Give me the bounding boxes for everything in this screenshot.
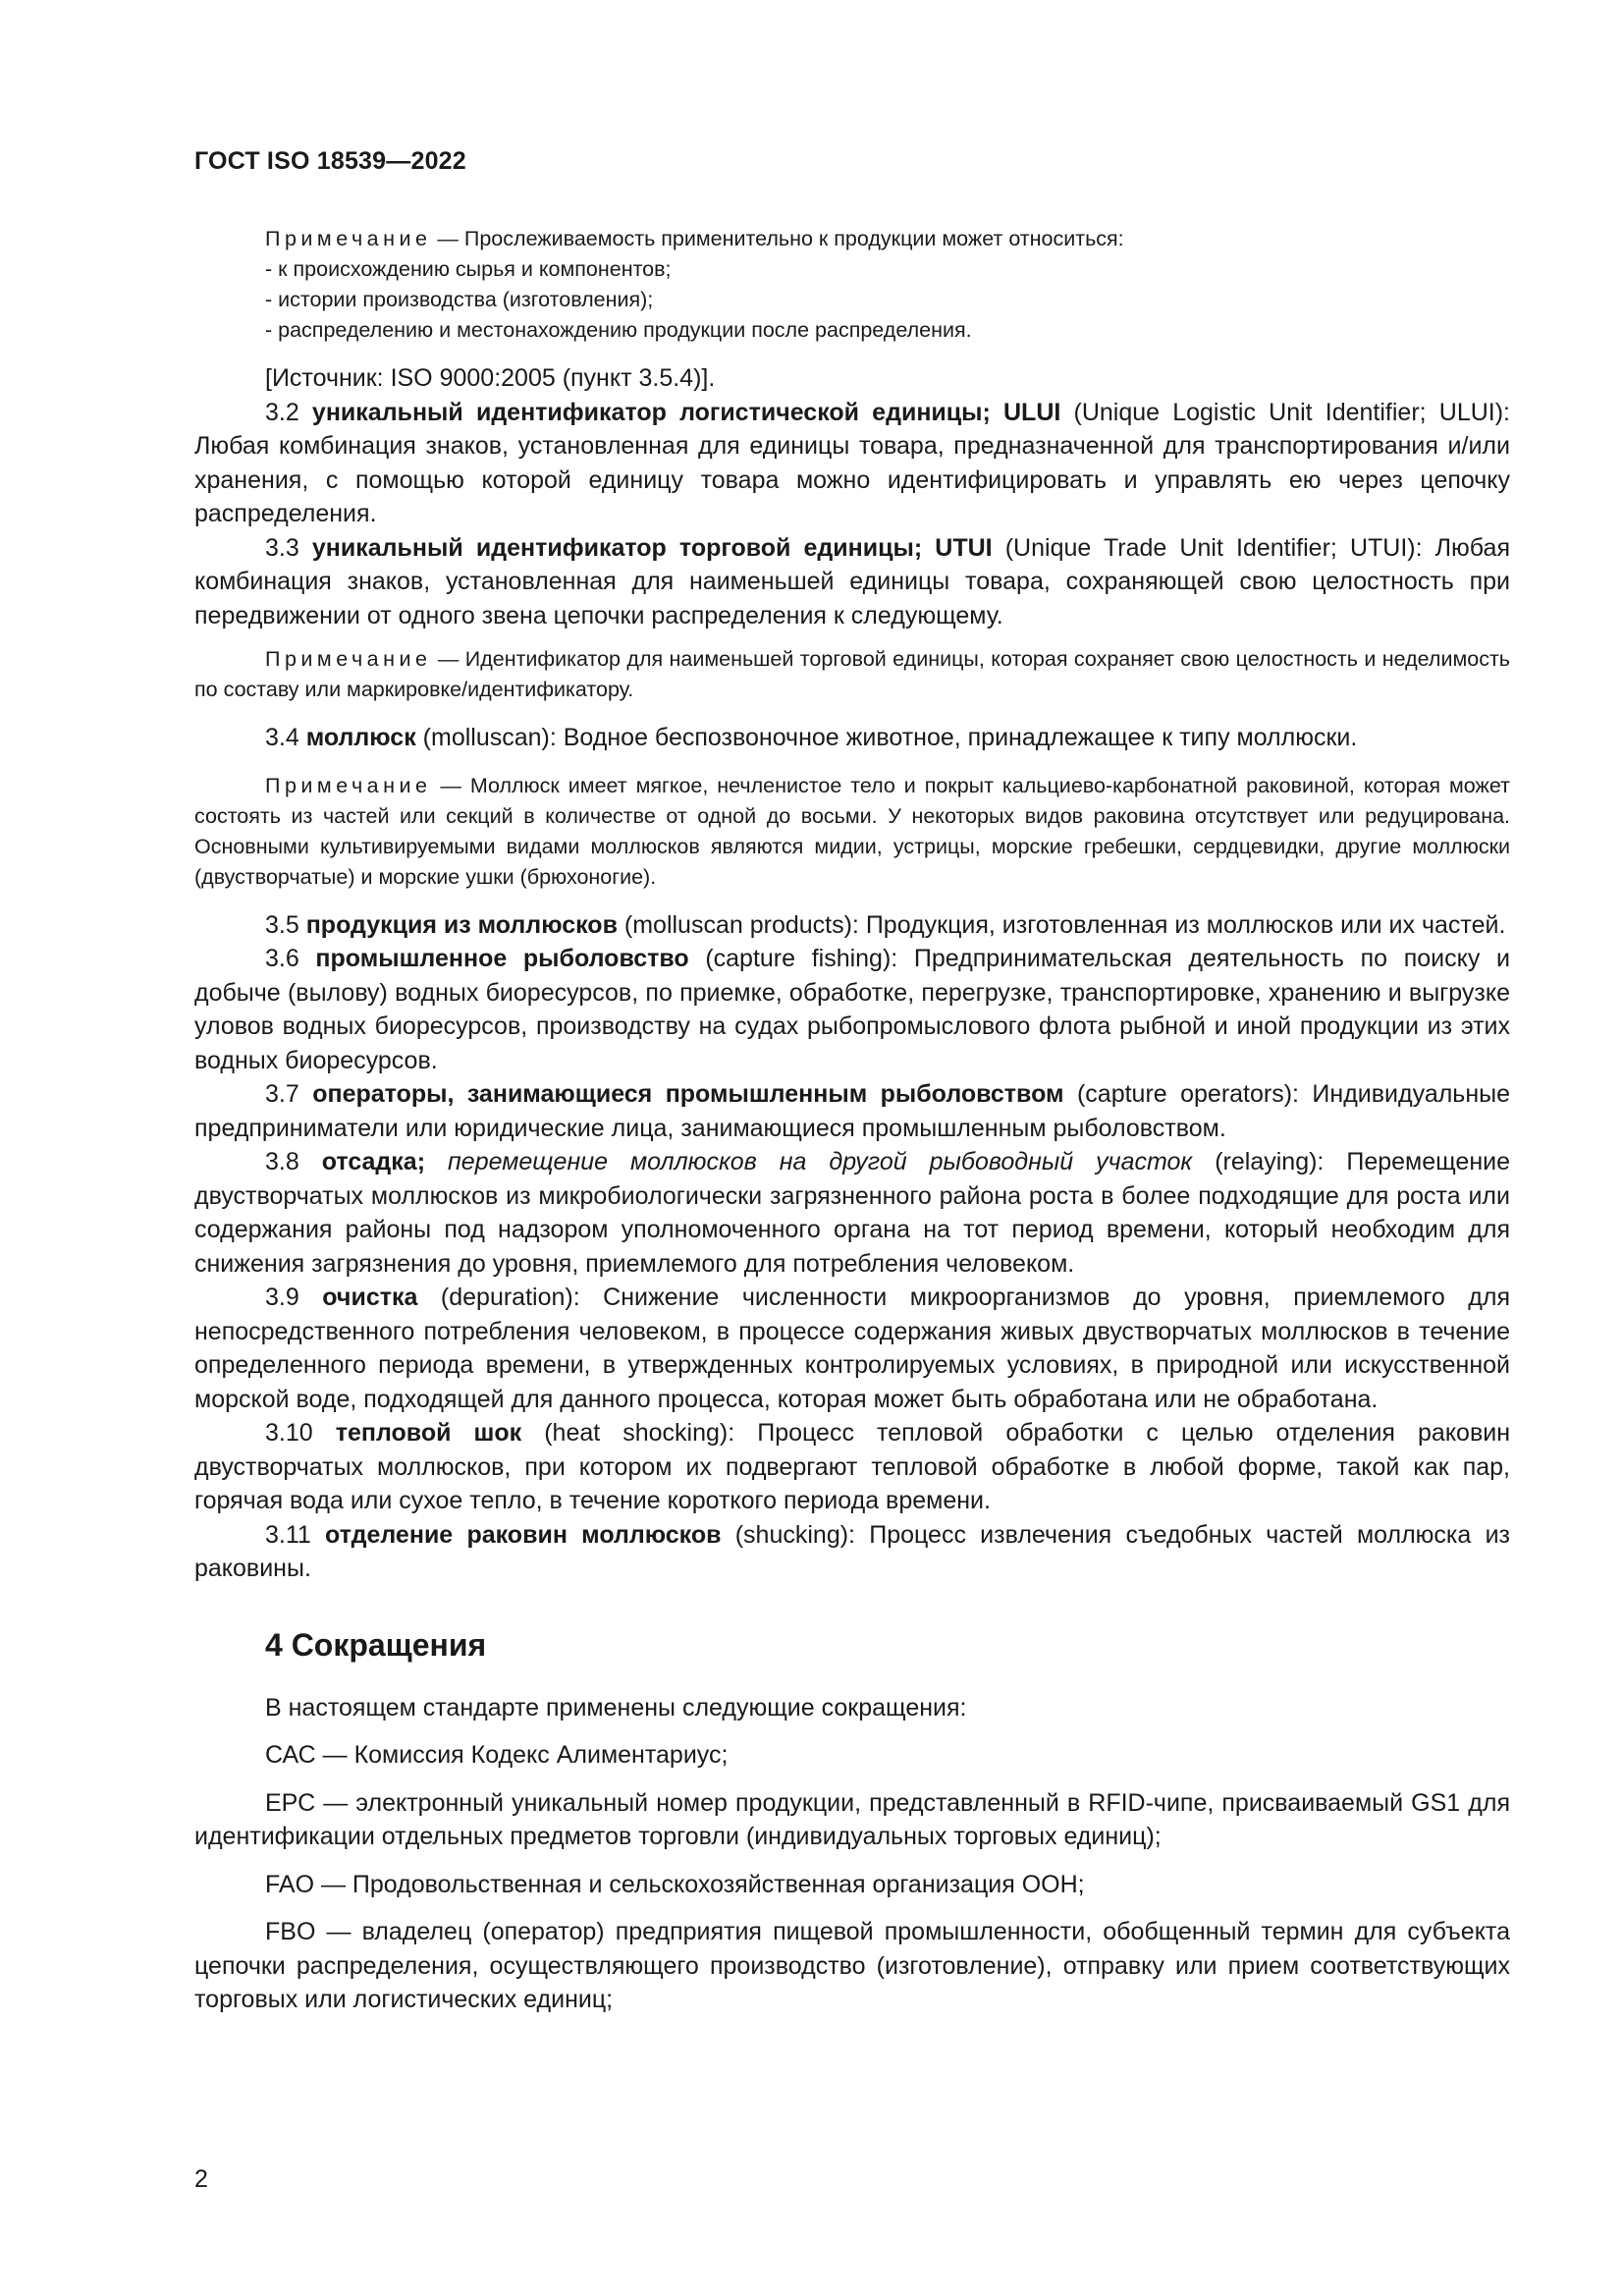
term-title: операторы, занимающиеся промышленным рыболовством bbox=[312, 1080, 1064, 1108]
document-header: ГОСТ ISO 18539—2022 bbox=[194, 147, 466, 175]
term-definition: (depuration): Снижение численности микроорганизмов до уровня, приемлемого для непосредственного потребления человеком, в процессе содержания живых двустворчатых моллюсков в течение определенного периода времени, в утвержденных контролируемых условиях, в природной или искусственной морской воде, подходящей для данного процесса, которая может быть обработана или не обработана. bbox=[194, 1284, 1510, 1413]
abbreviation-item: САС — Комиссия Кодекс Алиментариус; bbox=[265, 1741, 729, 1769]
note-text: — Прослеживаемость применительно к продукции может относиться: bbox=[431, 227, 1124, 250]
note-list-item: - истории производства (изготовления); bbox=[265, 288, 654, 311]
term-3-5 bbox=[194, 908, 1510, 943]
term-definition: (shucking): Процесс извлечения съедобных частей моллюска из раковины. bbox=[194, 1520, 1510, 1582]
term-number: 3.2 bbox=[265, 398, 312, 426]
source-reference: [Источник: ISO 9000:2005 (пункт 3.5.4)]. bbox=[265, 364, 716, 392]
term-number: 3.8 bbox=[265, 1148, 322, 1175]
document-body bbox=[194, 224, 1510, 2031]
term-number: 3.5 bbox=[265, 910, 306, 939]
note-list-item: - к происхождению сырья и компонентов; bbox=[265, 257, 672, 281]
term-number: 3.4 bbox=[265, 724, 306, 751]
note-text: — Моллюск имеет мягкое, нечленистое тело и покрыт кальциево-карбонатной раковиной, которая может состоять из частей или секций в количестве от одной до восьми. У некоторых видов раковина отсутствует или редуцирована. Основными культивируемыми видами моллюсков являются мидии, устрицы, морские гребешки, сердцевидки, другие моллюски (двустворчатые) и морские ушки (брюхоногие). bbox=[194, 773, 1510, 889]
term-number: 3.11 bbox=[265, 1520, 326, 1549]
note-list-item: - распределению и местонахождению продукции после распределения. bbox=[265, 318, 972, 342]
term-definition: (capture fishing): Предпринимательская деятельность по поиску и добыче (вылову) водных биоресурсов, по приемке, обработке, перегрузке, транспортировке, хранению и выгрузке уловов водных биоресурсов, производству на судах рыбопромыслового флота рыбной и иной продукции из этих водных биоресурсов. bbox=[194, 945, 1510, 1074]
abbreviation-item: FBO — владелец (оператор) предприятия пищевой промышленности, обобщенный термин для субъекта цепочки распределения, осуществляющего производство (изготовление), отправку или прием соответствующих торговых или логистических единиц; bbox=[194, 1918, 1510, 2013]
term-definition: (Unique Logistic Unit Identifier; ULUI): Любая комбинация знаков, установленная для единицы товара, предназначенной для транспортирования и/или хранения, с помощью которой единицу товара можно идентифицировать и управлять ею через цепочку распределения. bbox=[194, 398, 1510, 527]
term-definition: (relaying): Перемещение двустворчатых моллюсков из микробиологически загрязненного района роста в более подходящие для роста или содержания районы под надзором уполномоченного органа на тот период времени, который необходим для снижения загрязнения до уровня, приемлемого для потребления человеком. bbox=[194, 1148, 1511, 1278]
note-text: — Идентификатор для наименьшей торговой единицы, которая сохраняет свою целостность и неделимость по составу или маркировке/идентификатору. bbox=[194, 647, 1510, 701]
term-title: отделение раковин моллюсков bbox=[325, 1520, 722, 1549]
note-label: Примечание bbox=[265, 227, 432, 250]
term-number: 3.10 bbox=[265, 1419, 336, 1447]
term-definition: (capture operators): Индивидуальные предприниматели или юридические лица, занимающиеся промышленным рыболовством. bbox=[194, 1080, 1511, 1142]
abbreviation-item: FAO — Продовольственная и сельскохозяйственная организация ООН; bbox=[265, 1870, 1085, 1898]
note-traceability bbox=[194, 224, 1510, 346]
note-utui bbox=[194, 644, 1510, 705]
page-number: 2 bbox=[194, 2165, 208, 2193]
term-number: 3.7 bbox=[265, 1080, 313, 1108]
term-3-9 bbox=[194, 1281, 1510, 1416]
term-3-11 bbox=[194, 1518, 1510, 1586]
term-3-6 bbox=[194, 942, 1510, 1077]
term-alternative: перемещение моллюсков на другой рыбоводный участок bbox=[425, 1148, 1193, 1175]
section-heading: 4 Сокращения bbox=[265, 1626, 487, 1663]
term-3-4 bbox=[194, 721, 1510, 755]
term-title: очистка bbox=[322, 1284, 418, 1311]
term-title: уникальный идентификатор торговой единицы; UTUI bbox=[311, 533, 993, 562]
term-definition: (molluscan): Водное беспозвоночное животное, принадлежащее к типу моллюски. bbox=[415, 724, 1358, 751]
term-definition: (Unique Trade Unit Identifier; UTUI): Любая комбинация знаков, установленная для наименьшей единицы товара, сохраняющей свою целостность при передвижении от одного звена цепочки распределения к следующему. bbox=[194, 533, 1510, 629]
term-number: 3.9 bbox=[265, 1284, 323, 1311]
term-title: моллюск bbox=[305, 724, 416, 751]
term-definition: (heat shocking): Процесс тепловой обработки с целью отделения раковин двустворчатых моллюсков, при котором их подвергают тепловой обработке в любой форме, такой как пар, горячая вода или сухое тепло, в течение короткого периода времени. bbox=[194, 1419, 1510, 1514]
term-title: тепловой шок bbox=[335, 1419, 522, 1447]
term-3-10 bbox=[194, 1416, 1510, 1518]
term-3-8 bbox=[194, 1145, 1510, 1281]
abbreviation-item: ЕРС — электронный уникальный номер продукции, представленный в RFID-чипе, присваиваемый GS1 для идентификации отдельных предметов торговли (индивидуальных торговых единиц); bbox=[194, 1788, 1510, 1850]
term-title: уникальный идентификатор логистической единицы; ULUI bbox=[311, 398, 1061, 426]
note-mollusc bbox=[194, 771, 1510, 893]
term-3-3 bbox=[194, 531, 1510, 633]
section-intro: В настоящем стандарте применены следующие сокращения: bbox=[265, 1693, 967, 1722]
term-title: отсадка; bbox=[321, 1148, 426, 1175]
term-definition: (molluscan products): Продукция, изготовленная из моллюсков или их частей. bbox=[617, 910, 1506, 939]
term-title: промышленное рыболовство bbox=[315, 945, 689, 972]
term-number: 3.3 bbox=[265, 533, 312, 562]
term-number: 3.6 bbox=[265, 945, 316, 972]
term-3-2 bbox=[194, 396, 1510, 531]
note-label: Примечание bbox=[265, 647, 432, 671]
note-label: Примечание bbox=[265, 773, 432, 797]
term-3-7 bbox=[194, 1077, 1510, 1145]
term-title: продукция из моллюсков bbox=[305, 910, 618, 939]
